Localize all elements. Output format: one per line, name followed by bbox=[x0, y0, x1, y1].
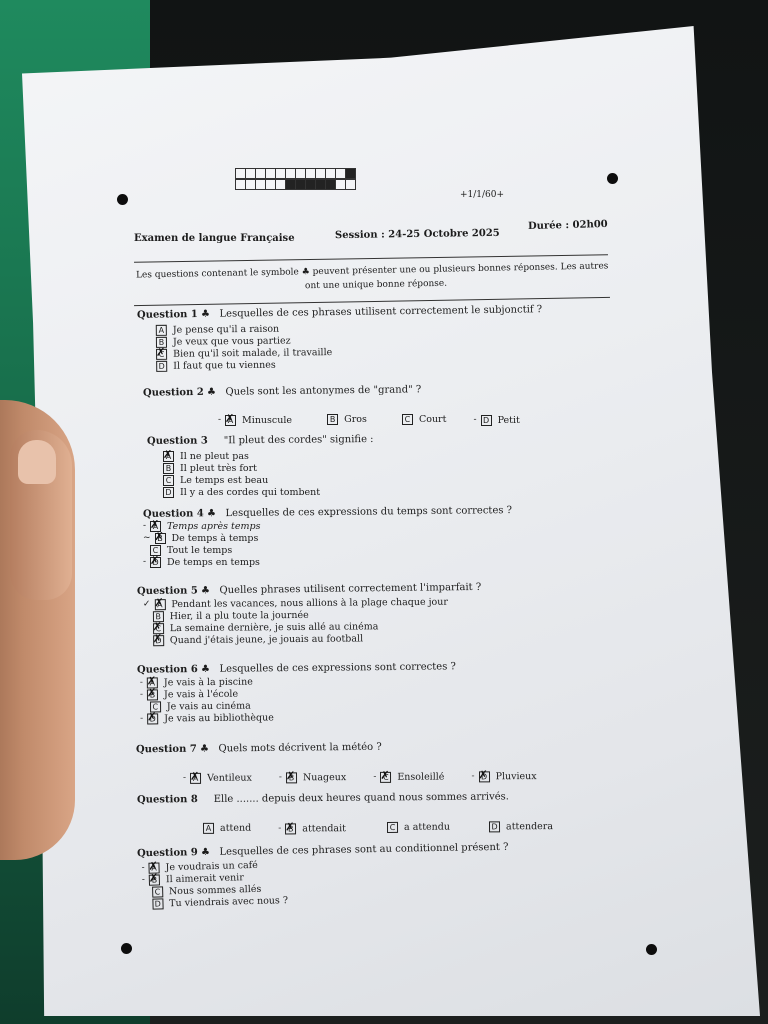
option-4a[interactable]: - A ✗ Temps après temps bbox=[143, 520, 260, 532]
option-2a[interactable]: - A ✗ Minuscule bbox=[218, 415, 292, 426]
option-9b[interactable]: - B ✗ Il aimerait venir bbox=[142, 870, 288, 886]
option-6d[interactable]: - D ✗ Je vais au bibliothèque bbox=[140, 711, 274, 724]
question-5-title: Question 5 ♣ Quelles phrases utilisent correctement l'imparfait ? bbox=[136, 581, 482, 598]
option-5a[interactable]: ✓ A ✗ Pendant les vacances, nous allions à la plage chaque jour bbox=[143, 596, 448, 611]
option-3b[interactable]: B Il pleut très fort bbox=[163, 462, 320, 474]
club-symbol-icon: ♣ bbox=[200, 663, 210, 675]
question-7-options bbox=[183, 763, 537, 784]
option-3a[interactable]: A ✗ Il ne pleut pas bbox=[163, 450, 320, 462]
question-9-title: Question 9 ♣ Lesquelles de ces phrases sont au conditionnel présent ? bbox=[136, 841, 509, 860]
question-8-title: Question 8 Elle ....... depuis deux heures quand nous sommes arrivés. bbox=[136, 791, 509, 806]
question-4-title: Question 4 ♣ Lesquelles de ces expressions du temps sont correctes ? bbox=[142, 505, 513, 520]
question-7-title: Question 7 ♣ Quels mots décrivent la météo ? bbox=[135, 741, 382, 756]
punch-hole-top-right bbox=[607, 173, 618, 184]
option-6a[interactable]: - A ✗ Je vais à la piscine bbox=[140, 675, 274, 688]
option-7a[interactable]: - A ✗ Ventileux bbox=[183, 772, 252, 783]
option-8d[interactable]: D attendera bbox=[489, 821, 553, 832]
option-7c[interactable]: - C ✗ Ensoleillé bbox=[373, 771, 444, 782]
option-7d[interactable]: - D ✗ Pluvieux bbox=[471, 771, 536, 782]
option-2b[interactable]: B Gros bbox=[327, 414, 367, 425]
question-9-options bbox=[141, 858, 288, 910]
question-1-options bbox=[156, 322, 333, 372]
option-2d[interactable]: - D Petit bbox=[473, 414, 520, 426]
option-5c[interactable]: C ✗ La semaine dernière, je suis allé au cinéma bbox=[143, 620, 448, 635]
student-id-grid bbox=[235, 168, 355, 190]
question-8-options bbox=[203, 814, 553, 835]
instruction-line-2: ont une unique bonne réponse. bbox=[304, 278, 448, 292]
session-date: Session : 24-25 Octobre 2025 bbox=[334, 227, 500, 242]
option-4d[interactable]: - D ✗ De temps en temps bbox=[143, 556, 260, 568]
question-1-title: Question 1 ♣ Lesquelles de ces phrases utilisent correctement le subjonctif ? bbox=[136, 304, 543, 321]
option-8b[interactable]: - B ✗ attendait bbox=[278, 823, 346, 834]
punch-hole-bottom-right bbox=[646, 944, 657, 955]
exam-duration: Durée : 02h00 bbox=[527, 218, 608, 233]
option-4b[interactable]: ~ B ✗ De temps à temps bbox=[143, 532, 260, 544]
option-1c[interactable]: C ✗ Bien qu'il soit malade, il travaille bbox=[156, 346, 332, 360]
instruction-line-1: Les questions contenant le symbole ♣ peuvent présenter une ou plusieurs bonnes réponses. Les autres bbox=[135, 261, 609, 281]
club-symbol-icon: ♣ bbox=[206, 508, 217, 520]
punch-hole-bottom-left bbox=[121, 943, 132, 954]
question-6-title: Question 6 ♣ Lesquelles de ces expressions sont correctes ? bbox=[136, 661, 456, 676]
club-symbol-icon: ♣ bbox=[199, 743, 209, 755]
question-5-options bbox=[143, 596, 448, 647]
club-symbol-icon: ♣ bbox=[200, 308, 211, 320]
exam-title: Examen de langue Française bbox=[134, 233, 295, 244]
question-2-options bbox=[218, 407, 520, 426]
option-5b[interactable]: B Hier, il a plu toute la journée bbox=[143, 608, 448, 623]
option-6b[interactable]: - B ✗ Je vais à l'école bbox=[140, 687, 274, 700]
option-1d[interactable]: D Il faut que tu viennes bbox=[156, 358, 332, 372]
option-5d[interactable]: D ✗ Quand j'étais jeune, je jouais au football bbox=[143, 632, 448, 647]
header-rule-top bbox=[134, 254, 608, 262]
option-7b[interactable]: - B ✗ Nuageux bbox=[279, 772, 346, 783]
question-4-options bbox=[143, 520, 260, 568]
option-9a[interactable]: - A ✗ Je voudrais un café bbox=[141, 858, 287, 874]
option-2c[interactable]: C Court bbox=[402, 414, 446, 425]
punch-hole-top-left bbox=[117, 194, 128, 205]
option-8a[interactable]: A attend bbox=[203, 823, 251, 834]
club-symbol-icon: ♣ bbox=[200, 585, 211, 597]
question-3-title: Question 3 "Il pleut des cordes" signifie : bbox=[146, 434, 374, 447]
sheet-code: +1/1/60+ bbox=[460, 190, 505, 200]
question-3-options bbox=[163, 450, 320, 498]
question-6-options bbox=[140, 675, 274, 724]
option-1b[interactable]: B Je veux que vous partiez bbox=[156, 334, 332, 348]
club-symbol-icon: ♣ bbox=[200, 846, 211, 859]
club-symbol-icon: ♣ bbox=[301, 267, 310, 278]
question-2-title: Question 2 ♣ Quels sont les antonymes de "grand" ? bbox=[142, 384, 422, 399]
option-8c[interactable]: C a attendu bbox=[387, 822, 450, 833]
option-9d[interactable]: D Tu viendrais avec nous ? bbox=[142, 894, 288, 910]
option-3d[interactable]: D Il y a des cordes qui tombent bbox=[163, 486, 320, 498]
option-6c[interactable]: C Je vais au cinéma bbox=[140, 699, 274, 712]
option-3c[interactable]: C Le temps est beau bbox=[163, 474, 320, 486]
option-9c[interactable]: C Nous sommes allés bbox=[142, 882, 288, 898]
option-1a[interactable]: A Je pense qu'il a raison bbox=[156, 322, 332, 336]
club-symbol-icon: ♣ bbox=[206, 386, 217, 398]
option-4c[interactable]: C Tout le temps bbox=[143, 544, 260, 556]
